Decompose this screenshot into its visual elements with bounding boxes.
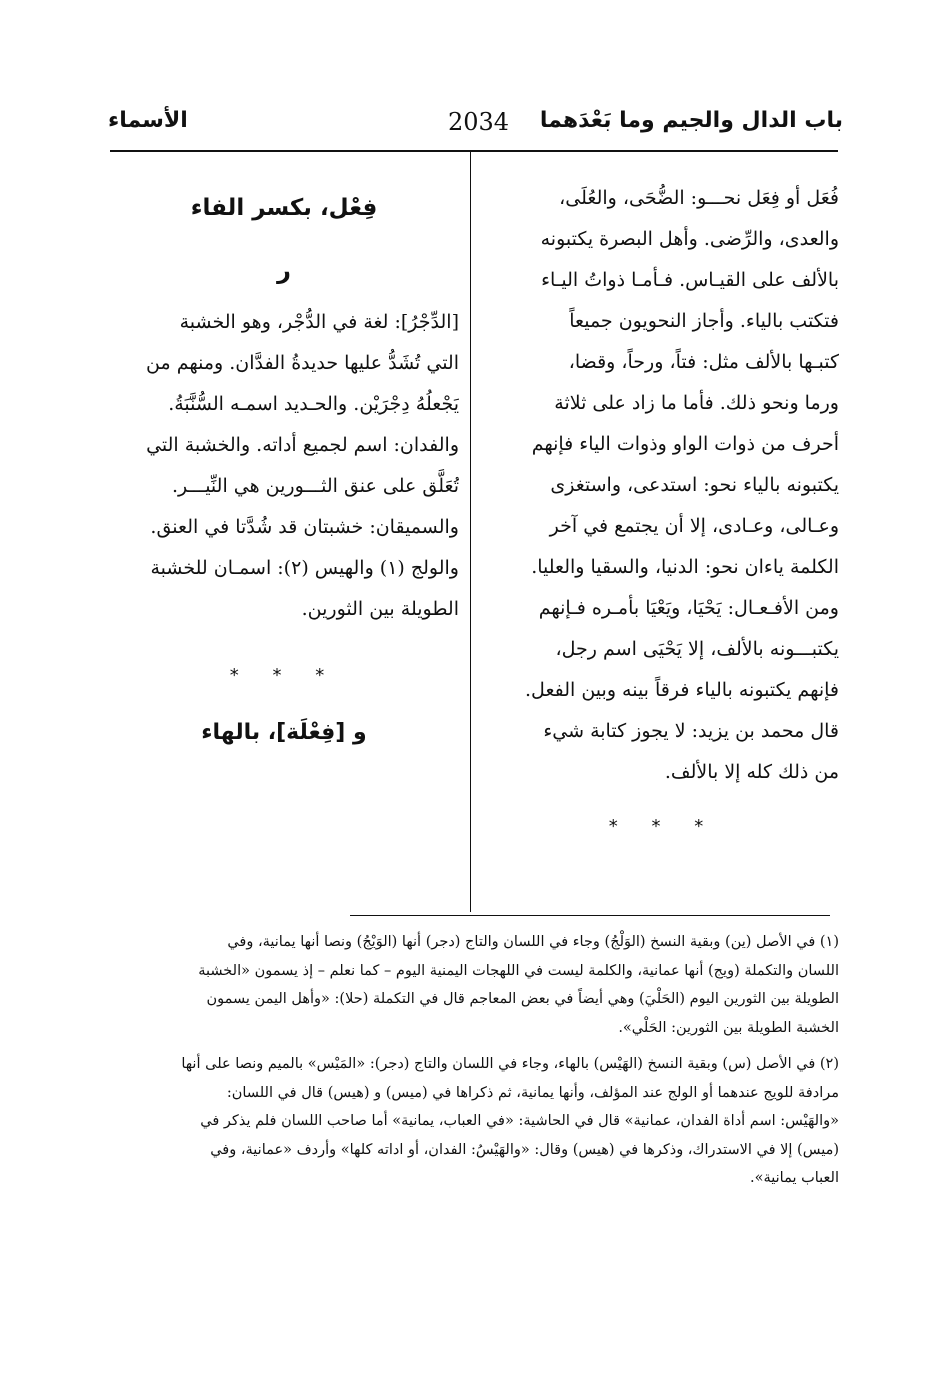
section-heading: فِعْل، بكسر الفاء xyxy=(190,195,378,221)
text-line: وعـالى، وعـادى، إلا أن يجتمع في آخر xyxy=(549,515,839,537)
footnote-line: العباب يمانية». xyxy=(750,1170,839,1186)
left-column xyxy=(109,178,459,768)
text-line: والولج (١) والهيس (٢): اسمـان للخشبة xyxy=(150,557,459,579)
text-line: التي تُشَدُّ عليها حديدةُ الفدَّان. ومنهم من xyxy=(146,352,459,374)
footnote-line: (١) في الأصل (ين) وبقية النسخ (الوَلْجُ) وجاء في اللسان والتاج (دجر) أنها (الوَيْجُ) ونصا أنها يمانية، وفي xyxy=(227,934,839,950)
footnote-line: «والهَيْس: اسم أداة الفدان، عمانية» قال في الحاشية: «في العباب، يمانية» أما صاحب اللسان فلم يذكر في xyxy=(200,1113,839,1129)
footnote-line: الطويلة بين الثورين اليوم (الحَلْيَ) وهي أيضاً في بعض المعاجم قال في التكملة (حلا): «وأهل اليمن يسمون xyxy=(206,991,839,1007)
footnote-line: (ميس) إلا في الاستدراك، وذكرها في (هيس) وقال: «والهَيْسُ: الفدان، أو اداته كلها» وأردف «عمانية، وفي xyxy=(210,1141,839,1158)
subsection-heading: و [فِعْلَة]، بالهاء xyxy=(201,720,367,745)
footnote-gap xyxy=(111,1042,839,1050)
text-line: كتبـها بالألف مثل: فتاً، ورحاً، وقضا، xyxy=(568,351,839,373)
text-line: تُعَلَّق على عنق الثـــورين هي النِّيـــر. xyxy=(171,475,459,497)
footnotes xyxy=(111,928,839,1193)
footnote-line: الخشبة الطويلة بين الثورين: الحَلْي». xyxy=(618,1019,839,1036)
text-line: [الدِّجْرُ]: لغة في الدُّجْر، وهو الخشبة xyxy=(179,311,459,333)
footnote-rule xyxy=(350,915,830,916)
text-line: والعدى، والرِّضى. وأهل البصرة يكتبونه xyxy=(540,228,839,250)
letter-heading: ر xyxy=(277,256,291,284)
section-separator: * * * xyxy=(229,665,339,686)
text-line: الكلمة ياءان نحو: الدنيا، والسقيا والعليا. xyxy=(531,556,839,578)
text-line: الطويلة بين الثورين. xyxy=(301,598,459,620)
running-header xyxy=(108,108,843,148)
section-label: الأسماء xyxy=(108,108,188,133)
footnote-line: (٢) في الأصل (س) وبقية النسخ (الهَيْس) بالهاء، وجاء في اللسان والتاج (دجر): «المَيْس» بالميم ونصا على أنها xyxy=(181,1056,839,1072)
chapter-title: باب الدال والجيم وما بَعْدَهما xyxy=(539,108,843,133)
text-line: ومن الأفـعـال: يَحْيَا، ويَعْيَا بأمـره فـإنهم xyxy=(538,597,839,619)
footnote-line: مرادفة للويج عندهما أو الولج عند المؤلف، وأنها يمانية، ثم ذكراها في (ميس) و (هيس) قال في اللسان: xyxy=(226,1084,839,1101)
text-line: قال محمد بن يزيد: لا يجوز كتابة شيء xyxy=(543,720,839,742)
text-line: يَجْعلُهُ دِجْرَيْن. والحـديد اسمـه السُّنَّبَةُ. xyxy=(168,393,459,415)
text-line: والفدان: اسم لجميع أداته. والخشبة التي xyxy=(146,434,459,456)
text-line: يكتبونه بالياء نحو: استدعى، واستغزى xyxy=(550,474,839,496)
page-number: 2034 xyxy=(448,108,510,136)
text-line: فُعَل أو فِعَل نحـــو: الضُّحَى، والعُلَى، xyxy=(559,187,839,209)
text-line: والسميقان: خشبتان قد شُدَّتا في العنق. xyxy=(150,516,459,538)
text-line: فتكتب بالياء. وأجاز النحويون جميعاً xyxy=(569,310,839,332)
text-line: فإنهم يكتبونه بالياء فرقاً بينه وبين الفعل. xyxy=(525,679,839,701)
header-rule xyxy=(110,150,838,152)
text-line: من ذلك كله إلا بالألف. xyxy=(664,761,839,783)
right-column xyxy=(487,178,839,849)
section-separator: * * * xyxy=(608,816,718,837)
text-line: يكتبـــونه بالألف، إلا يَحْيَى اسم رجل، xyxy=(555,638,839,660)
text-line: ورما ونحو ذلك. فأما ما زاد على ثلاثة xyxy=(554,392,839,414)
text-line: بالألف على القيـاس. فـأمـا ذواتُ اليـاء xyxy=(541,269,839,291)
text-line: أحرف من ذوات الواو وذوات الياء فإنهم xyxy=(531,433,839,455)
footnote-line: اللسان والتكملة (ويج) أنها عمانية، والكلمة ليست في اللهجات اليمنية اليوم – كما نعلم – إذ يسمون «الخشبة xyxy=(198,962,839,979)
column-divider xyxy=(470,152,471,912)
